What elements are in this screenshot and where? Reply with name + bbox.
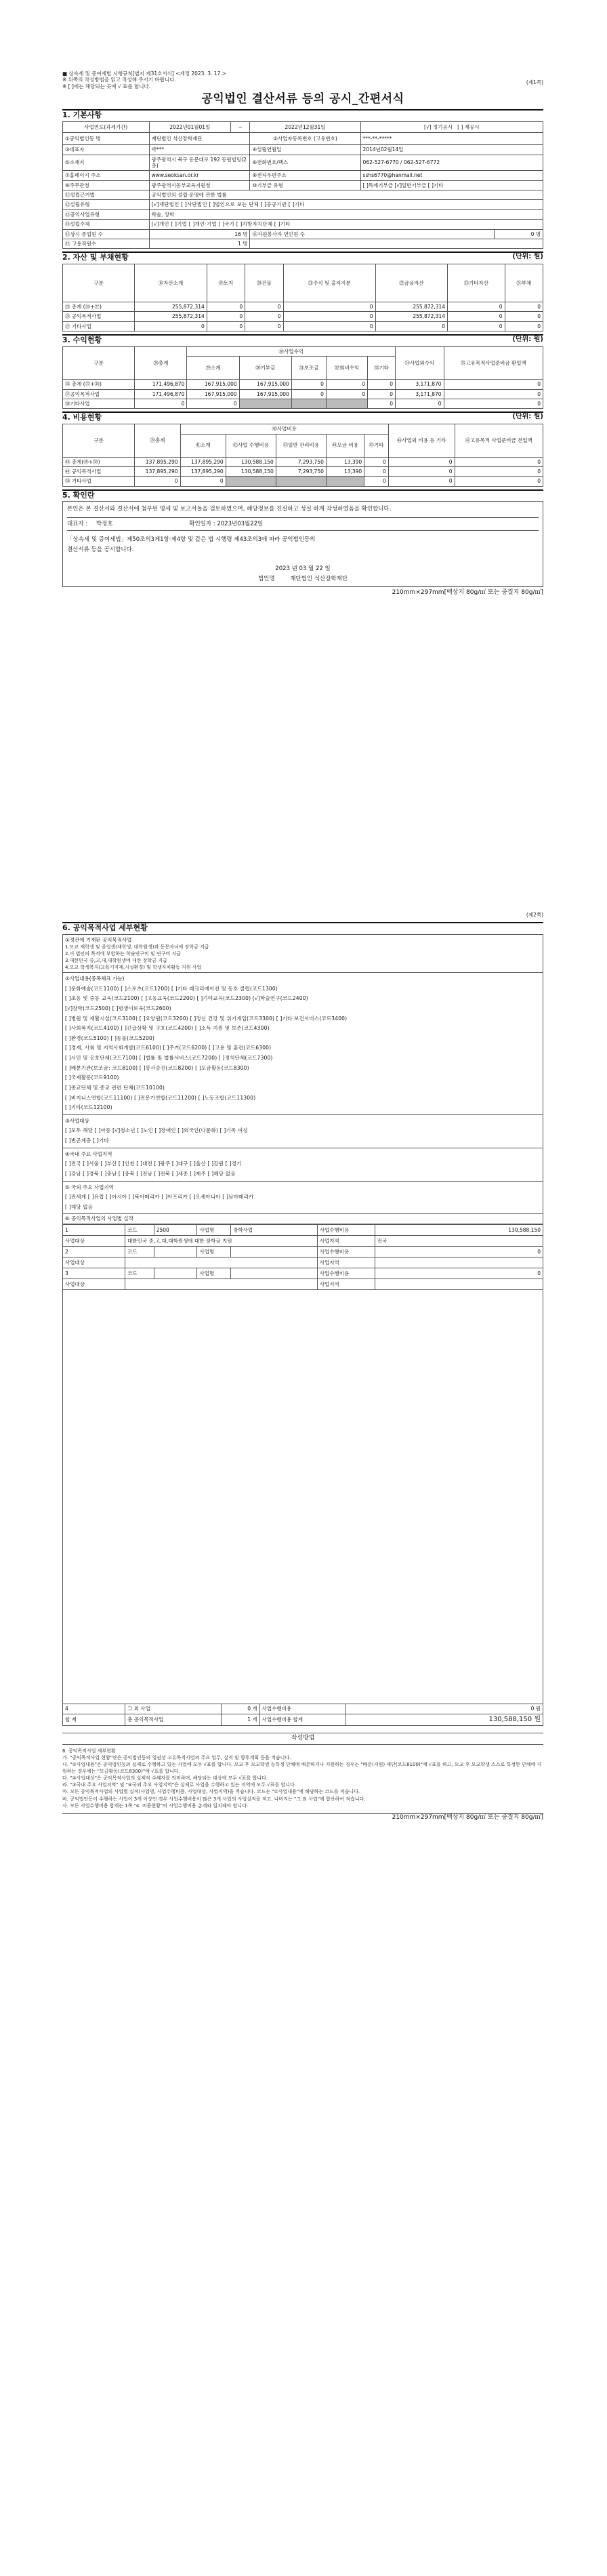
paper-spec-2: 210mm×297mm[백상지 80g/㎡ 또는 중질지 80g/㎡] (62, 1813, 543, 1822)
rep-sign-name: 박정호 (96, 520, 113, 527)
rep-value: 박*** (149, 145, 250, 155)
assets-header: 구분 (63, 264, 135, 302)
table-row: ㊱ 총계 (㊲+㊳) 171,496,870 167,915,000 167,915,000 0 0 0 3,171,870 0 (63, 380, 543, 389)
domestic-region-line: [ ]강남 [ ]경북 [ ]충남 [ ]충북 [ ]전남 [ ]전북 [ ]세종 [ ]제주 [ ]해당 없음 (65, 1170, 236, 1177)
biz-content-line: [ ]국제활동(코드9100) (65, 1074, 119, 1081)
confirm-date: 확인일자 : 2023년03월22일 (189, 520, 264, 527)
foreign-region-line: [ ]해당 없음 (65, 1203, 93, 1210)
biz-type-label: ⑬공익사업유형 (63, 209, 150, 219)
assets-header: ⑳건물 (245, 264, 283, 302)
blank-area (62, 1290, 543, 1704)
revenue-header: ㉘총계 (135, 346, 187, 379)
staff-value: 16 명 (149, 229, 250, 239)
corp-name-label: ①공익법인등 명 (63, 133, 150, 145)
revenue-table: 구분 ㉘총계 ⑳사업수익 ㉞사업외수익 ㉟고유목적사업준비금 환입액 ㉙소계 ㉚기부금 ㉛보조금 ㉜회비수익 ㉝기타 ㊱ 총계 (㊲+㊳) 171,496,870 167,915,000 167,915,000 0 0 0 3,171,870 0 ㊲공익목적사업 171,496,870 167,915,000 167,915,000 0 0 0 3,171,870 0 ㊳기타사업 0 0 0 0 0 (62, 346, 543, 409)
paper-spec: 210mm×297mm[백상지 80g/㎡ 또는 중질지 80g/㎡] (392, 589, 543, 596)
revenue-header: 구분 (63, 346, 135, 379)
homepage-value[interactable]: www.seoksan.or.kr (149, 171, 250, 180)
section-confirm-title: 5. 확인란 (62, 489, 543, 500)
period-from: 2022년01월01일 (149, 122, 231, 133)
basic-info-table (62, 121, 543, 249)
charter-item: 3.대한민국 중,고,대,대학원생에 대한 장학금 지급 (65, 957, 167, 963)
founder-label: ⑭설립주체 (63, 220, 150, 229)
table-row: ㊽ 총계(㊾+㊿) 137,895,290 137,895,290 130,588,150 7,293,750 13,390 0 0 0 (63, 457, 543, 466)
revenue-header: ㉞사업외수익 (396, 346, 444, 379)
period-to: 2022년12월31일 (250, 122, 360, 133)
instruction-2: ※ [ ]에는 해당되는 곳에 √ 표를 합니다. (62, 83, 151, 89)
founded-label: ④설립연월일 (250, 145, 360, 155)
biz-content-line: [ ]종교단체 및 종교 관련 단체(코드10100) (65, 1084, 165, 1091)
bizno-label: ②사업자등록번호 (고유번호) (250, 133, 360, 145)
confirm-box (62, 501, 543, 587)
bizno-value: ***-**-***** (360, 133, 543, 145)
authority-value: 광주광역시동부교육지원청 (149, 180, 250, 190)
rep-label: ③대표자 (63, 145, 150, 155)
section-assets-title: 2. 자산 및 부채현황 (단위: 원) (62, 253, 543, 262)
charter-item: 2.이 법인의 목적에 부합하는 학술연구비 및 연구비 지급 (65, 950, 182, 957)
email-label: ⑧전자우편주소 (250, 171, 360, 180)
law-text-2: 결산서류 등을 공시합니다. (67, 546, 134, 553)
assets-header: ㉑주식 및 출자지분 (283, 264, 375, 302)
employees-value: 1 명 (149, 239, 250, 248)
biz-content-line: [ ]시민 및 옹호단체(코드7100) [ ]법률 및 법률서비스(코드7200) [ ]정치단체(코드7300) (65, 1055, 273, 1062)
table-row: ㊾ 공익목적사업 137,895,290 137,895,290 130,588,150 7,293,750 13,390 0 0 0 (63, 466, 543, 476)
disclosure-amend-checkbox[interactable]: [ ] 재공시 (457, 123, 480, 130)
biz-target-line: [ ]빈곤계층 [ ]기타 (65, 1138, 109, 1144)
foreign-region-title: ⑤ 국외 주요 사업지역 (65, 1184, 114, 1190)
biz-totals-table: 4 그 외 사업 0 개 사업수행비용 0 원 합 계 총 공익목적사업 1 개 사업수행비용 합계 130,588,150 원 (62, 1704, 543, 1727)
email-value[interactable]: sshs6770@hanmail.net (360, 171, 543, 180)
biz-content-line: [ ]비지니스연합(코드11100) [ ]전문가연합(코드11200) [ ]노동조합(코드11300) (65, 1094, 256, 1101)
assets-header: ⑱자산소계 (135, 264, 207, 302)
donation-type-label: ⑩기부금 유형 (250, 180, 360, 190)
founded-value: 2014년02월14일 (360, 145, 543, 155)
table-row: ㊲공익목적사업 171,496,870 167,915,000 167,915,000 0 0 0 3,171,870 0 (63, 389, 543, 399)
biz-results-title: ⑥ 공익목적사업의 사업별 실적 (63, 1214, 543, 1224)
volunteer-label: ⑯자원봉사자 연인원 수 (250, 229, 494, 239)
phone-value: 062-527-6770 / 062-527-6772 (360, 155, 543, 171)
basis-law-value: 공익법인의 설립·운영에 관한 법률 (149, 190, 543, 200)
detail-table (62, 934, 543, 1224)
method-notes: 6. 공익목적사업 세부현황 가. "공익목적사업 현황"란은 공익법인등의 업권상 고유목적사업의 주요 업무, 실적 및 향후계획 등을 적습니다. 나. "①사업내용"은 공익법인등의 실제로 수행하고 있는 사업에 모두 √표를 합니다. 모교 후 모교학생 등특정 단체에 배분하거나 지원하는 경우는 "배분(지원) 재단(코드8100)"에 √표를 하고, 모교 후 모교학생 스스로 특정한 단체에 지원하는 경우에는 "모금활동(코드8300)"에 √표를 합니다. 다. "②사업대상"은 공익목적사업의 실제적 수혜자를 의미하며, 해당되는 대상에 모두 √표를 합니다. 라. "③국내 주요 사업지역" 및 "④국외 주요 사업지역"은 실제로 사업을 수행하고 있는 지역에 모두 √표를 합니다. 마. 모든 공익목적사업의 사업별 실적(사업명, 사업수행비용, 사업대상, 사업지역)을 적습니다. 코드는 "①사업내용"에 해당하는 코드를 적습니다. 바. 공익법인등이 수행하는 사업이 3개 이상인 경우 사업수행비용이 많은 3개 사업의 사업실적을 적고, 나머지는 "그 외 사업"에 합산하여 적습니다. 사. 모든 사업수행비용 합계는 1쪽 "4. 비용현황"의 사업수행비용 총계와 일치해야 합니다. (62, 1748, 542, 1809)
biz-content-line: [ ]병원 및 재활시설(코드3100) [ ]요양원(코드3200) [ ]정신 건강 및 위기개입(코드3300) [ ]기타 보건서비스(코드3400) (65, 1015, 348, 1022)
page-1 (62, 71, 543, 597)
biz-content-line: [√]장학(코드2500) [ ]평생이로육(코드2600) (65, 1005, 171, 1011)
page-tag: (제2쪽) (526, 912, 543, 918)
document-title: 공익법인 결산서류 등의 공시_간편서식 (201, 92, 404, 106)
phone-label: ⑥전화번호/팩스 (250, 155, 360, 171)
disclosure-regular-checkbox[interactable]: [√] 정기공시 (424, 123, 453, 130)
rep-sign-label: 대표자 : (67, 520, 88, 527)
expense-unit: (단위: 원) (512, 413, 543, 421)
corp-sign-name: 재단법인 석산장학재단 (290, 575, 348, 582)
table-row: ㉖ 공익목적사업 255,872,314 0 0 0 255,872,314 0 0 (63, 312, 543, 321)
assets-header: ㉓기타자산 (448, 264, 505, 302)
table-row: ㊳기타사업 0 0 0 0 0 (63, 399, 543, 409)
instruction-1: ※ 뒤쪽의 작성방법을 읽고 작성해 주시기 바랍니다. (62, 77, 176, 83)
biz-content-line: [ ]환경(코드5100) [ ]동물(코드5200) (65, 1034, 155, 1041)
staff-label: ⑮상시 종업원 수 (63, 229, 150, 239)
method-title: 작성방법 (62, 1733, 543, 1744)
biz-content-line: [ ]초등 및 중등 교육(코드2100) [ ]고등교육(코드2200) [ ]기타교육(코드2300) [√]학술연구(코드2400) (65, 995, 308, 1002)
expense-group-header: ㊵사업비용 (180, 424, 388, 434)
confirm-text: 본인은 본 결산서와 결산서에 첨부된 명세 및 보고서들을 검토하였으며, 해당정보를 진실하고 성실 하게 작성하였음을 확인합니다. (67, 504, 539, 517)
foreign-region-line: [ ]전세계 [ ]유럽 [ ]아시아 [ ]북아메리카 [ ]아프리카 [ ]오세아니아 [ ]남아메리카 (65, 1194, 254, 1201)
section-expense-title: 4. 비용현황 (단위: 원) (62, 413, 543, 422)
biz-content-line: [ ]기타(코드12100) (65, 1104, 112, 1111)
assets-table (62, 264, 543, 331)
law-reference: ■ 상속세 및 증여세법 시행규칙[별지 제31호서식] <개정 2023. 3. 17.> (62, 71, 226, 77)
biz-content-line: [ ]문화예술(코드1100) [ ]스포츠(코드1200) [ ]기타 레크리에이션 및 동호 클럽(코드1300) (65, 985, 278, 992)
charter-item: 4.모교 학생복지(교육기자재,시설환경) 및 학생자치활동 지원 사업 (65, 964, 202, 970)
charter-item: 1.모교 재학생 및 졸업생(재학생, 대학원생)과 동문자녀에 장학금 지급 (65, 944, 209, 950)
biz-type-value: 학술, 장학 (149, 209, 543, 219)
biz-content-line: [ ]사회복지(코드4100) [ ]긴급상황 및 구호(코드4200) [ ]소득 지원 및 보존(코드4300) (65, 1025, 270, 1032)
corp-name-value: 재단법인 석산장학재단 (149, 133, 250, 145)
found-type-value: [√]재단법인 [ ]사단법인 [ ]법인으로 보는 단체 [ ]공공기관 [ ]기타 (149, 200, 543, 209)
found-type-label: ⑫설립유형 (63, 200, 150, 209)
basis-law-label: ⑪설립근거법 (63, 190, 150, 200)
authority-label: ⑨주무관청 (63, 180, 150, 190)
domestic-region-line: [ ]전국 [ ]서울 [ ]부산 [ ]인천 [ ]대전 [ ]광주 [ ]대구 [ ]울산 [ ]강원 [ ]경기 (65, 1161, 242, 1167)
employees-label: ⑰ 고용직원수 (63, 239, 150, 248)
founder-value: [√]개인 [ ]기업 [ ]개인·기업 [ ]국가 [ ]지방자치단체 [ ]기타 (149, 220, 543, 229)
period-label: 사업연도(과세기간) (63, 122, 150, 133)
page-tag: (제1쪽) (526, 79, 543, 86)
revenue-unit: (단위: 원) (512, 336, 543, 344)
biz-content-line: [ ]배분기관(보조금: 코드8100) [ ]봉사증진(코드8200) [ ]모금활동(코드8300) (65, 1064, 249, 1071)
signing-date: 2023 년 03 월 22 일 (275, 565, 331, 573)
table-row: ㉗ 기타사업 0 0 0 0 0 0 0 (63, 321, 543, 331)
domestic-region-title: ④국내 주요 사업지역 (65, 1150, 112, 1157)
table-row: ㉕ 총계 (㉖+㉗) 255,872,314 0 0 0 255,872,314 0 0 (63, 302, 543, 312)
biz-target-line: [ ]모두 해당 [ ]아동 [√]청소년 [ ]노인 [ ]장애인 [ ]외국인(다문화) [ ]기족 여성 (65, 1127, 248, 1134)
assets-header: ㉒금융자산 (375, 264, 447, 302)
section-revenue-title: 3. 수익현황 (단위: 원) (62, 336, 543, 345)
biz-content-line: [ ]경제, 사회 및 지역사회개발(코드6100) [ ]주거(코드6200) [ ]고용 및 훈련(코드6300) (65, 1045, 272, 1051)
volunteer-value: 0 명 (494, 229, 543, 239)
page-2 (62, 912, 543, 1822)
address-label: ⑤소재지 (63, 155, 150, 171)
homepage-label: ⑦홈페이지 주소 (63, 171, 150, 180)
biz-target-title: ③사업대상 (65, 1117, 89, 1124)
expense-table: 구분 ㊴총계 ㊵사업비용 ㊻사업외 비용 등 기타 ㊼고유목적 사업준비금 전입액 ㊶소계 ㊷사업 수행비용 ㊸일반 관리비용 ㊹모금 비용 ㊺기타 ㊽ 총계(㊾+㊿) 137,895,290 137,895,290 130,588,150 7,293,750 13,390 0 0 0 ㊾ 공익목적사업 137,895,290 137,895,290 130,588,150 7,293,750 13,390 0 0 0 ㊿ 기타사업 0 0 0 0 0 (62, 424, 543, 487)
period-tilde: ~ (231, 122, 250, 133)
donation-type-value: [ ]특례기부금 [√]일반기부금 [ ]기타 (360, 180, 543, 190)
assets-header: ⑲토지 (207, 264, 245, 302)
biz-results-table: 1 코드 2500 사업명 장학사업 사업수행비용 130,588,150 사업대상 대한민국 중,고,대,대학원생에 대한 장학금 지원 사업지역 전국 2 코드 사업명 사업수행비용 0 사업대상 사업지역 3 코드 사업명 사업수행비용 0 사업대상 사업지역 (62, 1224, 543, 1290)
charter-title: ①정관에 기재된 공익목적사업 (65, 937, 132, 944)
section-basic-info-title: 1. 기본사항 (62, 109, 543, 120)
revenue-header: ㉟고유목적사업준비금 환입액 (444, 346, 543, 379)
assets-unit: (단위: 원) (512, 253, 543, 261)
law-text: 「상속세 및 증여세법」제50조의3제1항·제4항 및 같은 법 시행령 제43조의3에 따라 공익법인등의 (67, 536, 316, 544)
corp-sign-label: 법인명 (257, 575, 275, 582)
table-row: ㊿ 기타사업 0 0 0 0 0 (63, 477, 543, 486)
assets-header: ㉔부채 (505, 264, 543, 302)
biz-content-title: ②사업내용(중복체크 가능) (65, 975, 125, 982)
revenue-group-header: ⑳사업수익 (187, 346, 396, 356)
address-value: 광주광역시 북구 동문대로 192 동원빌딩(2층) (149, 155, 250, 171)
section-detail-title: 6. 공익목적사업 세부현황 (62, 922, 543, 933)
